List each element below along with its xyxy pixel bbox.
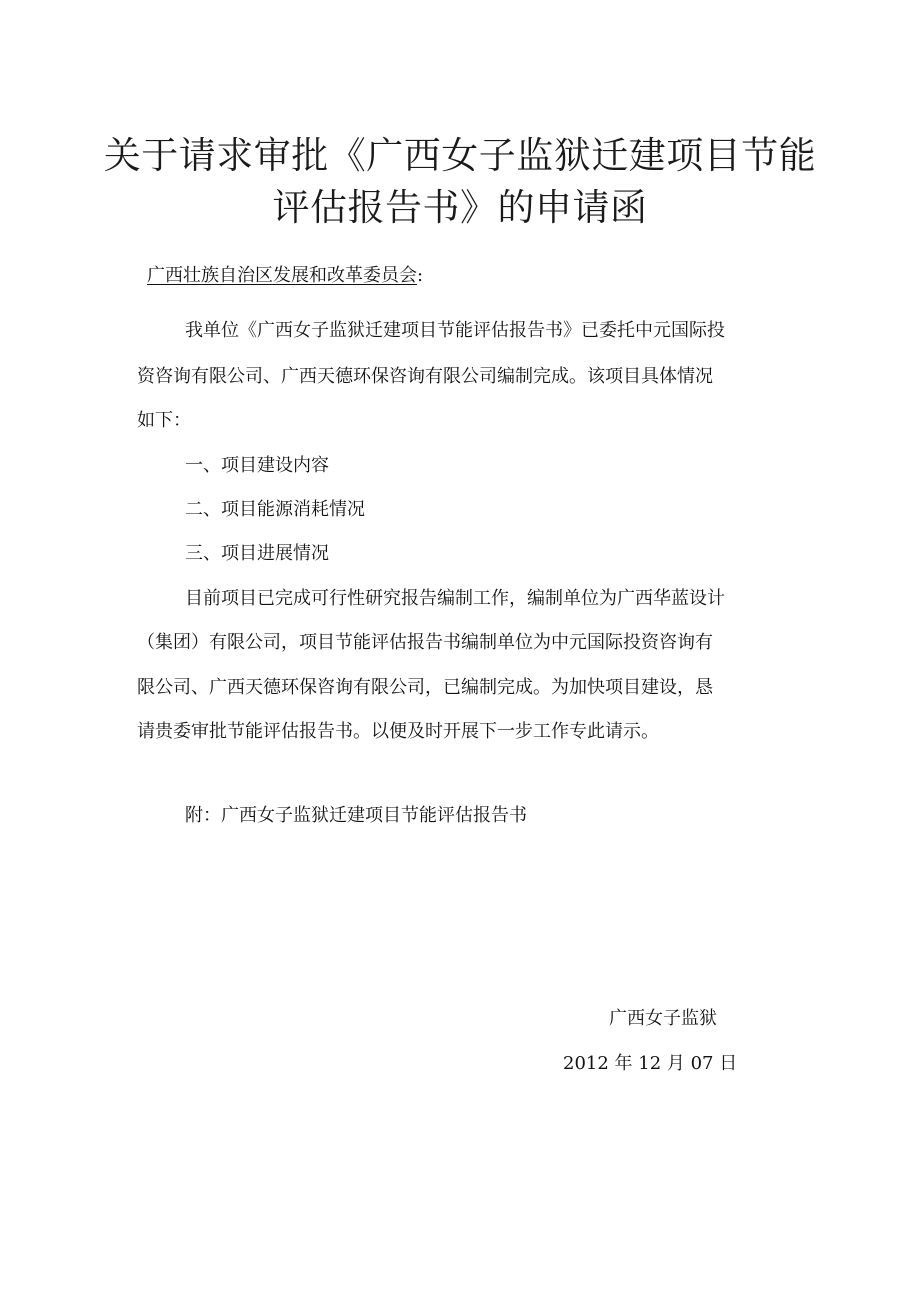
progress-line-1: 目前项目已完成可行性研究报告编制工作，编制单位为广西华蓝设计 — [185, 588, 725, 609]
attachment-line: 附：广西女子监狱迁建项目节能评估报告书 — [185, 805, 527, 826]
recipient — [147, 265, 423, 287]
item-energy-consumption: 二、项目能源消耗情况 — [185, 499, 365, 520]
recipient-name: 广西壮族自治区发展和改革委员会 — [147, 265, 417, 286]
recipient-colon: : — [417, 265, 424, 286]
progress-line-3: 限公司、广西天德环保咨询有限公司，已编制完成。为加快项目建设，恳 — [137, 677, 713, 698]
progress-line-2: （集团）有限公司，项目节能评估报告书编制单位为中元国际投资咨询有 — [137, 632, 713, 653]
signature-date: 2012 年 12 月 07 日 — [563, 1053, 738, 1074]
item-construction: 一、项目建设内容 — [185, 455, 329, 476]
progress-line-4: 请贵委审批节能评估报告书。以便及时开展下一步工作专此请示。 — [137, 721, 659, 742]
document-title-line-2: 评估报告书》的申请函 — [272, 186, 648, 229]
intro-line-1: 我单位《广西女子监狱迁建项目节能评估报告书》已委托中元国际投 — [185, 320, 725, 341]
item-progress: 三、项目进展情况 — [185, 543, 329, 564]
signature-organization: 广西女子监狱 — [609, 1008, 717, 1029]
intro-line-3: 如下： — [137, 410, 191, 431]
intro-line-2: 资咨询有限公司、广西天德环保咨询有限公司编制完成。该项目具体情况 — [137, 366, 713, 387]
document-title-line-1: 关于请求审批《广西女子监狱迁建项目节能 — [103, 134, 817, 177]
